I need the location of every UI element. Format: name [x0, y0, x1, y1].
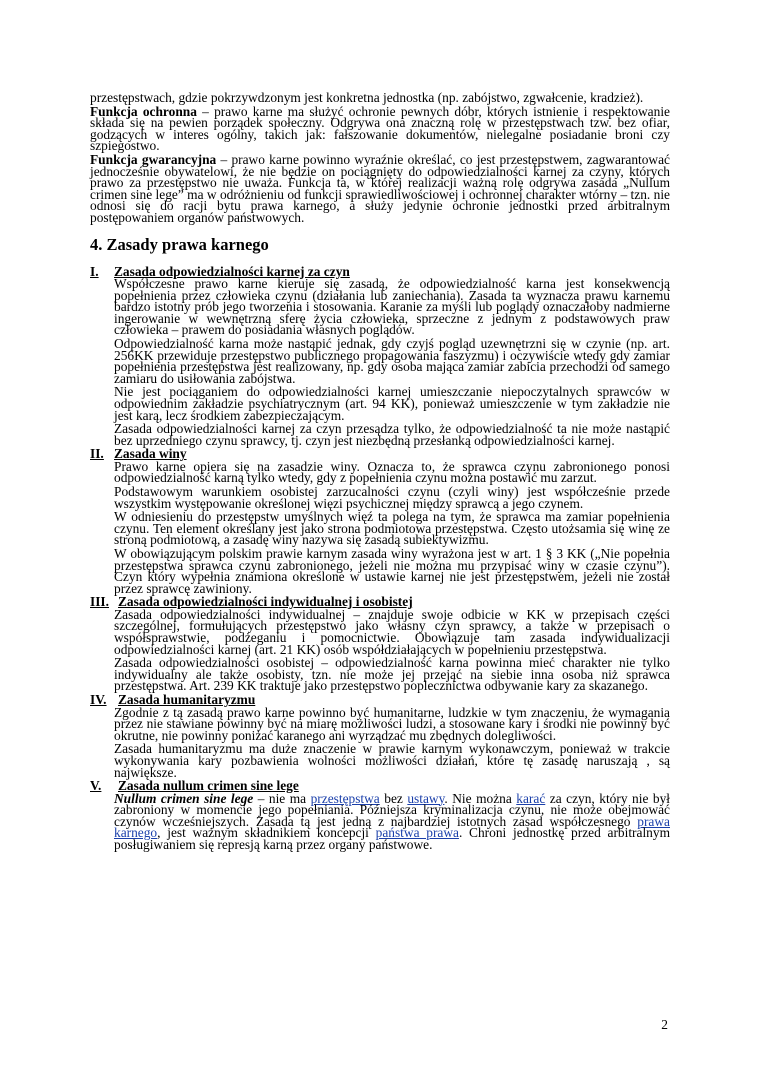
guarantee-function-paragraph: [90, 151, 670, 225]
section-title: Zasada humanitaryzmu: [118, 692, 256, 708]
section-3-paragraph-1: Zasada odpowiedzialności indywidualnej – znajduje swoje odbicie w KK w przepisach części szczególnej, formułujących przestępstwo jako własny czyn sprawcy, a także w przepisach o współsprawstwie, podżeganiu i pomocnictwie. Obowiązuje tam zasada indywidualizacji odpowiedzialności karnej (art. 21 KK) osób współdziałających w popełnieniu przestępstwa.: [114, 606, 670, 657]
protective-function-term: Funkcja ochronna: [90, 103, 197, 119]
section-number: III.: [90, 594, 109, 610]
section-title: Zasada odpowiedzialności karnej za czyn: [114, 263, 350, 279]
chapter-heading: 4. Zasady prawa karnego: [90, 234, 269, 254]
nullum-crimen-term: Nullum crimen sine lege: [114, 790, 254, 806]
text-fragment: , jest ważnym składnikiem koncepcji: [157, 825, 376, 841]
text-fragment: bez: [379, 790, 408, 806]
guarantee-function-term: Funkcja gwarancyjna: [90, 151, 217, 167]
link-karac[interactable]: karać: [516, 790, 546, 806]
protective-function-text: – prawo karne ma służyć ochronie pewnych dóbr, których istnienie i respektowanie składa się na pewien porządek społeczny. Odgrywa ona znaczną rolę w przestępstwach tzw. bez ofiar, godzących w interes ogólny, takich jak: fałszowanie dokumentów, nielegalne posiadanie broni czy szpiegostwo.: [90, 103, 670, 154]
section-1-paragraph-2: Odpowiedzialność karna może nastąpić jednak, gdy czyjś pogląd uzewnętrzni się w czynie (np. art. 256KK przewiduje przestępstwo publicznego propagowania faszyzmu) i oczywiście wtedy gdy zamiar popełnienia przestępstwa jest realizowany, np. gdy osoba mająca zamiar zabicia przechodzi od samego zamiaru do usiłowania zabójstwa.: [114, 336, 670, 386]
section-title: Zasada nullum crimen sine lege: [118, 778, 299, 794]
link-panstwa-prawa[interactable]: państwa prawa: [375, 825, 459, 841]
guarantee-function-text: – prawo karne powinno wyraźnie określać, co jest przestępstwem, zagwarantować jednocześnie obywatelowi, że nie będzie on pociągnięty do odpowiedzialności karnej za czyny, których prawo za przestępstwo nie uważa. Funkcja ta, w której realizacji ważną rolę odgrywa zasada „Nullum crimen sine lege” ma w odróżnieniu od funkcji sprawiedliwościowej i ochronnej charakter wtórny – tzn. nie odnosi się do racji bytu prawa karnego, a służy jedynie ochronie jednostki przed arbitralnym postępowaniem organów państwowych.: [90, 151, 670, 225]
section-2-paragraph-4: W obowiązującym polskim prawie karnym zasada winy wyrażona jest w art. 1 § 3 KK („Nie popełnia przestępstwa sprawca czynu zabronionego, jeżeli nie można mu przypisać winy w czasie czynu”). Czyn który wypełnia znamiona określone w ustawie karnej nie jest przestępstwem, jeżeli nie został przez sprawcę zawiniony.: [114, 546, 670, 596]
protective-function-paragraph: [90, 103, 670, 154]
section-title: Zasada winy: [114, 446, 187, 462]
link-przestepstwa[interactable]: przestępstwa: [310, 790, 380, 806]
section-1-paragraph-4: Zasada odpowiedzialności karnej za czyn przesądza tylko, że odpowiedzialność ta nie może nastąpić bez uprzedniego czynu sprawcy, tj. czyn jest niezbędną przesłanką odpowiedzialności karnej.: [114, 421, 670, 448]
page-number: 2: [661, 1017, 668, 1032]
text-fragment: . Nie można: [444, 790, 517, 806]
text-fragment: – nie ma: [253, 790, 311, 806]
text-fragment: . Chroni jednostkę przed arbitralnym posługiwaniem się represją karną przez organy państwowe.: [114, 825, 670, 852]
link-ustawy[interactable]: ustawy: [407, 790, 445, 806]
text-fragment: za czyn, który nie był zabroniony w momencie jego popełniania. Późniejsza kryminalizacja czynu, nie może obejmować czynów wcześniejszych. Zasada tą jest jedną z najbardziej istotnych zasad współczesnego: [114, 790, 670, 829]
section-2-paragraph-1: Prawo karne opiera się na zasadzie winy. Oznacza to, że sprawca czynu zabronionego ponosi odpowiedzialność karną tylko wtedy, gdy z popełnienia czynu można postawić mu zarzut.: [114, 458, 670, 486]
section-title: Zasada odpowiedzialności indywidualnej i osobistej: [118, 594, 413, 610]
intro-paragraph: przestępstwach, gdzie pokrzywdzonym jest konkretna jednostka (np. zabójstwo, zgwałcenie, kradzież).: [90, 90, 644, 105]
section-number: II.: [90, 446, 104, 462]
section-2-paragraph-3: W odniesieniu do przestępstw umyślnych więź ta polega na tym, że sprawca ma zamiar popełnienia czynu. Ten element określany jest jako strona podmiotowa przestępstwa. Często utożsamia się winę ze stroną podmiotową, a zasadę winy nazywa się zasadą subiektywizmu.: [114, 509, 670, 548]
document-page: [90, 92, 670, 851]
section-number: I.: [90, 263, 99, 279]
section-4-paragraph-1: Zgodnie z tą zasadą prawo karne powinno być humanitarne, ludzkie w tym znaczeniu, że wymagania przez nie stawiane powinny być na miarę możliwości ludzi, a stosowane kary i środki nie powinny być okrutne, nie powinny poniżać karanego ani wyrządzać mu zbędnych dolegliwości.: [114, 704, 670, 743]
section-number: V.: [90, 778, 102, 794]
section-number: IV.: [90, 692, 107, 708]
section-2-paragraph-2: Podstawowym warunkiem osobistej zarzucalności czynu (czyli winy) jest współcześnie przede wszystkim występowanie określonej więzi psychicznej między sprawcą a jego czynem.: [114, 484, 670, 511]
section-4-paragraph-2: Zasada humanitaryzmu ma duże znaczenie w prawie karnym wykonawczym, ponieważ w trakcie wykonywania kary pozbawienia wolności możliwości działań, które tę zasadę naruszają , są największe.: [114, 741, 670, 780]
link-prawa-karnego[interactable]: prawa karnego: [114, 813, 670, 841]
section-1-paragraph-1: Współczesne prawo karne kieruje się zasadą, że odpowiedzialność karna jest konsekwencją popełnienia przez człowieka czynu (działania lub zaniechania). Zasada ta wyznacza prawu karnemu bardzo istotny prób jego tworzenia i stosowania. Karanie za myśli lub poglądy oznaczałoby nadmierne ingerowanie w wewnętrzną sferę życia człowieka, sprzeczne z jednym z podstawowych praw człowieka – prawem do posiadania własnych poglądów.: [114, 276, 670, 338]
section-3-paragraph-2: Zasada odpowiedzialności osobistej – odpowiedzialność karna powinna mieć charakter nie tylko indywidualny ale także osobisty, tzn. nie może jej przejąć na siebie inna osoba niż sprawca przestępstwa. Art. 239 KK traktuje jako przestępstwo poplecznictwa odbywanie kary za skazanego.: [114, 655, 670, 694]
section-1-paragraph-3: Nie jest pociąganiem do odpowiedzialności karnej umieszczanie niepoczytalnych sprawców w odpowiednim zakładzie psychiatrycznym (art. 94 KK), ponieważ umieszczenie w tym zakładzie nie jest karą, lecz środkiem zabezpieczającym.: [114, 384, 670, 423]
section-5-paragraph-1: [90, 790, 670, 852]
